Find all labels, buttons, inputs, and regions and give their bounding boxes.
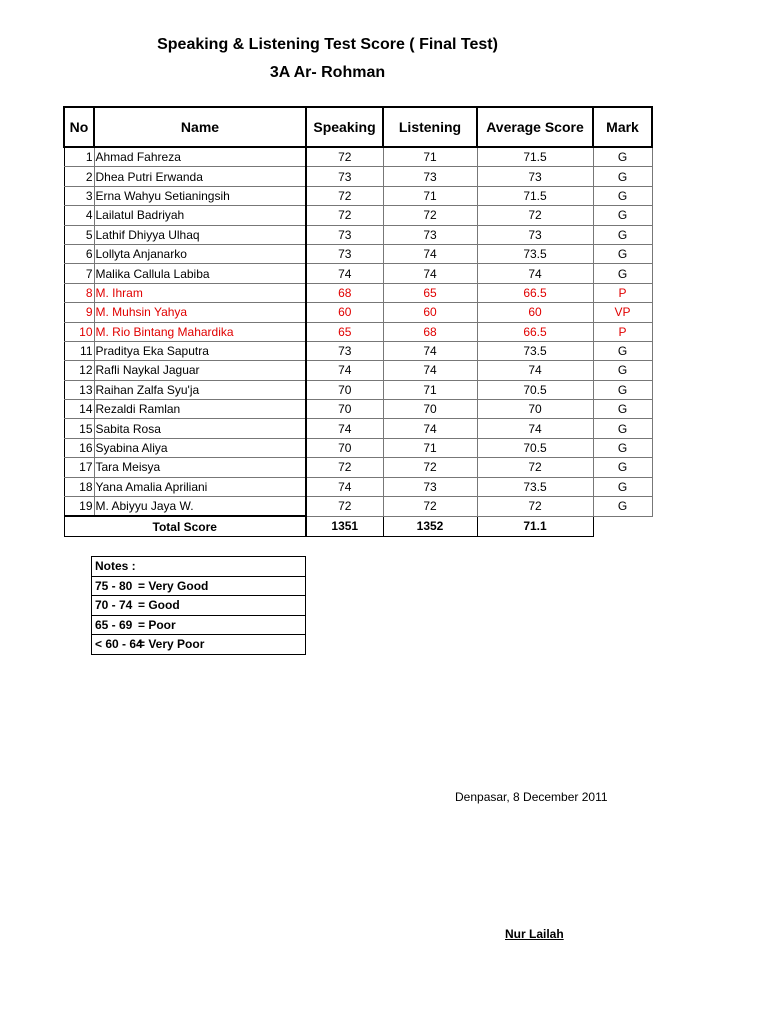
cell-speaking: 70 (306, 400, 383, 419)
cell-average-score: 71.5 (477, 147, 593, 167)
notes-table (91, 556, 306, 655)
table-row (64, 147, 652, 167)
cell-no: 5 (64, 225, 94, 244)
header-no: No (64, 107, 94, 147)
table-row (64, 322, 652, 341)
cell-name: Raihan Zalfa Syu'ja (94, 380, 306, 399)
cell-listening: 73 (383, 225, 477, 244)
cell-average-score: 73 (477, 167, 593, 186)
cell-name: Dhea Putri Erwanda (94, 167, 306, 186)
cell-no: 3 (64, 186, 94, 205)
table-row (64, 477, 652, 496)
cell-speaking: 60 (306, 303, 383, 322)
table-row (64, 167, 652, 186)
cell-listening: 68 (383, 322, 477, 341)
cell-listening: 71 (383, 147, 477, 167)
cell-listening: 71 (383, 186, 477, 205)
note-meaning: = Very Good (138, 578, 209, 593)
cell-no: 13 (64, 380, 94, 399)
header-average-score: Average Score (477, 107, 593, 147)
cell-average-score: 73 (477, 225, 593, 244)
cell-name: Rafli Naykal Jaguar (94, 361, 306, 380)
note-range: < 60 - 64 (95, 637, 143, 652)
cell-average-score: 72 (477, 497, 593, 517)
cell-average-score: 73.5 (477, 341, 593, 360)
cell-name: Lathif Dhiyya Ulhaq (94, 225, 306, 244)
total-row (64, 516, 652, 536)
cell-listening: 74 (383, 264, 477, 283)
cell-speaking: 74 (306, 419, 383, 438)
cell-mark: G (593, 186, 652, 205)
cell-listening: 74 (383, 341, 477, 360)
cell-name: Sabita Rosa (94, 419, 306, 438)
cell-average-score: 74 (477, 419, 593, 438)
cell-speaking: 72 (306, 458, 383, 477)
table-row (64, 380, 652, 399)
table-row (64, 244, 652, 263)
cell-name: M. Rio Bintang Mahardika (94, 322, 306, 341)
cell-speaking: 74 (306, 264, 383, 283)
cell-mark: G (593, 361, 652, 380)
cell-mark: VP (593, 303, 652, 322)
cell-no: 10 (64, 322, 94, 341)
table-row (64, 400, 652, 419)
table-row (64, 458, 652, 477)
cell-no: 8 (64, 283, 94, 302)
table-row (64, 438, 652, 457)
cell-listening: 71 (383, 438, 477, 457)
cell-name: Erna Wahyu Setianingsih (94, 186, 306, 205)
table-header-row (64, 107, 652, 147)
cell-no: 16 (64, 438, 94, 457)
cell-name: Malika Callula Labiba (94, 264, 306, 283)
cell-listening: 72 (383, 458, 477, 477)
note-meaning: = Poor (138, 617, 176, 632)
cell-mark: P (593, 322, 652, 341)
cell-no: 9 (64, 303, 94, 322)
total-mark-empty (593, 516, 652, 536)
cell-name: Lailatul Badriyah (94, 206, 306, 225)
table-row (64, 303, 652, 322)
cell-listening: 72 (383, 497, 477, 517)
header-mark: Mark (593, 107, 652, 147)
cell-listening: 74 (383, 244, 477, 263)
cell-mark: G (593, 380, 652, 399)
cell-listening: 70 (383, 400, 477, 419)
note-range: 70 - 74 (95, 598, 133, 613)
cell-listening: 72 (383, 206, 477, 225)
cell-name: Rezaldi Ramlan (94, 400, 306, 419)
table-row (64, 264, 652, 283)
cell-mark: G (593, 147, 652, 167)
cell-no: 2 (64, 167, 94, 186)
table-row (64, 283, 652, 302)
cell-speaking: 73 (306, 167, 383, 186)
total-label: Total Score (64, 516, 306, 536)
note-range: 65 - 69 (95, 617, 133, 632)
cell-name: Lollyta Anjanarko (94, 244, 306, 263)
cell-average-score: 74 (477, 361, 593, 380)
cell-average-score: 66.5 (477, 322, 593, 341)
table-row (64, 341, 652, 360)
cell-mark: G (593, 419, 652, 438)
header-speaking: Speaking (306, 107, 383, 147)
signer-name: Nur Lailah (505, 927, 564, 941)
cell-average-score: 66.5 (477, 283, 593, 302)
cell-speaking: 68 (306, 283, 383, 302)
cell-mark: G (593, 438, 652, 457)
cell-average-score: 72 (477, 206, 593, 225)
cell-no: 12 (64, 361, 94, 380)
cell-mark: G (593, 225, 652, 244)
total-speaking: 1351 (306, 516, 383, 536)
cell-average-score: 71.5 (477, 186, 593, 205)
cell-mark: P (593, 283, 652, 302)
cell-name: Praditya Eka Saputra (94, 341, 306, 360)
cell-speaking: 72 (306, 147, 383, 167)
note-row (92, 596, 306, 616)
cell-no: 4 (64, 206, 94, 225)
cell-no: 17 (64, 458, 94, 477)
cell-mark: G (593, 497, 652, 517)
cell-no: 6 (64, 244, 94, 263)
header-name: Name (94, 107, 306, 147)
cell-no: 14 (64, 400, 94, 419)
cell-listening: 73 (383, 477, 477, 496)
cell-average-score: 73.5 (477, 477, 593, 496)
table-row (64, 225, 652, 244)
cell-average-score: 70 (477, 400, 593, 419)
cell-mark: G (593, 206, 652, 225)
table-row (64, 497, 652, 517)
notes-title: Notes : (92, 557, 306, 577)
total-listening: 1352 (383, 516, 477, 536)
place-date: Denpasar, 8 December 2011 (455, 790, 608, 804)
cell-speaking: 74 (306, 477, 383, 496)
cell-average-score: 74 (477, 264, 593, 283)
cell-average-score: 70.5 (477, 438, 593, 457)
cell-mark: G (593, 264, 652, 283)
cell-no: 19 (64, 497, 94, 517)
cell-average-score: 73.5 (477, 244, 593, 263)
header-listening: Listening (383, 107, 477, 147)
cell-name: Yana Amalia Apriliani (94, 477, 306, 496)
note-range: 75 - 80 (95, 578, 133, 593)
cell-speaking: 73 (306, 244, 383, 263)
cell-speaking: 74 (306, 361, 383, 380)
cell-speaking: 72 (306, 497, 383, 517)
score-table (63, 106, 653, 537)
cell-speaking: 72 (306, 186, 383, 205)
cell-name: Syabina Aliya (94, 438, 306, 457)
cell-listening: 65 (383, 283, 477, 302)
cell-name: M. Muhsin Yahya (94, 303, 306, 322)
cell-no: 1 (64, 147, 94, 167)
cell-listening: 74 (383, 419, 477, 438)
cell-mark: G (593, 400, 652, 419)
table-row (64, 206, 652, 225)
table-row (64, 361, 652, 380)
cell-no: 11 (64, 341, 94, 360)
table-row (64, 419, 652, 438)
cell-mark: G (593, 167, 652, 186)
document-title: Speaking & Listening Test Score ( Final Test) (157, 36, 498, 53)
total-average-score: 71.1 (477, 516, 593, 536)
note-row (92, 615, 306, 635)
note-row (92, 576, 306, 596)
cell-speaking: 72 (306, 206, 383, 225)
note-meaning: = Good (138, 598, 180, 613)
cell-speaking: 70 (306, 380, 383, 399)
cell-average-score: 70.5 (477, 380, 593, 399)
cell-average-score: 72 (477, 458, 593, 477)
cell-no: 15 (64, 419, 94, 438)
cell-speaking: 65 (306, 322, 383, 341)
note-row (92, 635, 306, 655)
note-meaning: = Very Poor (138, 637, 205, 652)
cell-listening: 71 (383, 380, 477, 399)
cell-mark: G (593, 477, 652, 496)
cell-mark: G (593, 244, 652, 263)
cell-no: 7 (64, 264, 94, 283)
cell-average-score: 60 (477, 303, 593, 322)
cell-mark: G (593, 458, 652, 477)
cell-name: Ahmad Fahreza (94, 147, 306, 167)
table-row (64, 186, 652, 205)
cell-speaking: 73 (306, 225, 383, 244)
cell-speaking: 70 (306, 438, 383, 457)
cell-speaking: 73 (306, 341, 383, 360)
cell-name: M. Ihram (94, 283, 306, 302)
cell-mark: G (593, 341, 652, 360)
class-name: 3A Ar- Rohman (269, 64, 386, 81)
cell-listening: 73 (383, 167, 477, 186)
cell-listening: 74 (383, 361, 477, 380)
cell-name: Tara Meisya (94, 458, 306, 477)
cell-name: M. Abiyyu Jaya W. (94, 497, 306, 517)
cell-listening: 60 (383, 303, 477, 322)
cell-no: 18 (64, 477, 94, 496)
